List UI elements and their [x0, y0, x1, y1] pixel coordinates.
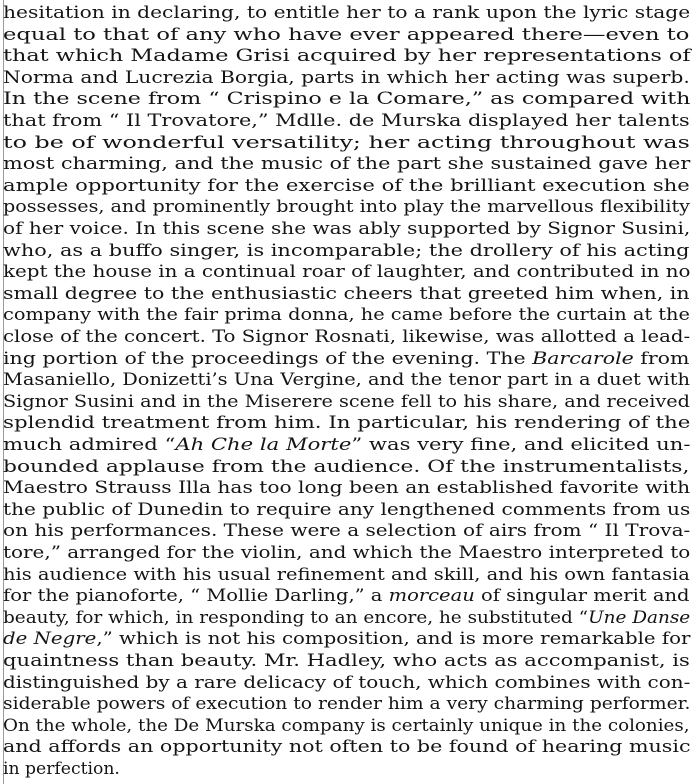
article-line [3, 369, 690, 392]
article-line [3, 391, 690, 414]
line-text: tore,” arranged for the violin, and which the Maestro interpreted to [3, 543, 691, 563]
article-line [3, 585, 689, 608]
line-text: for the pianoforte, “ Mollie Darling,” a [3, 586, 389, 607]
line-text: to be of wonderful versatility; her acting throughout was [3, 132, 690, 153]
line-text: Maestro Strauss Illa has too long been an established favorite with [3, 478, 691, 499]
article-line [3, 542, 690, 565]
article-line [3, 67, 690, 90]
line-text: of her voice. In this scene she was ably supported by Signor Susini, [3, 219, 691, 239]
italic-text: Une Danse [588, 607, 691, 628]
line-text: siderable powers of execution to render him a very charming performer. [3, 694, 691, 715]
article-line [3, 628, 691, 651]
article-line [3, 196, 690, 219]
italic-text: morceau [388, 586, 475, 607]
line-text: splendid treatment from him. In particular, his rendering of the [3, 413, 691, 434]
line-text: his audience with his usual refinement and skill, and his own fantasia [3, 564, 690, 585]
article-line [3, 45, 691, 68]
line-text: ample opportunity for the exercise of the brilliant execution she [3, 175, 690, 196]
line-text: small degree to the enthusiastic cheers that greeted him when, in [3, 283, 690, 304]
article-line [3, 88, 690, 111]
article-line [3, 456, 689, 479]
italic-text: de Negre [3, 629, 97, 650]
line-text: ” was very fine, and elicited un- [351, 435, 691, 455]
article-line [3, 693, 690, 716]
italic-text: Barcarole [532, 348, 634, 369]
article-line [3, 348, 689, 371]
line-text: bounded applause from the audience. Of the instrumentalists, [3, 456, 690, 477]
article-line [3, 715, 690, 738]
line-text: close of the concert. To Signor Rosnati, likewise, was allotted a lead- [3, 327, 691, 347]
article-line [3, 218, 690, 241]
line-text: much admired “ [3, 435, 176, 455]
article-line [3, 153, 690, 176]
article-line [3, 736, 690, 759]
article-line [3, 283, 690, 306]
line-text: On the whole, the De Murska company is certainly unique in the colonies, [3, 715, 690, 736]
article-line [3, 564, 690, 587]
line-text: distinguished by a rare delicacy of touch, which combines with con- [3, 672, 691, 693]
line-text: In the scene from “ Crispino e la Comare,” as compared with [3, 89, 691, 110]
article-line [3, 607, 690, 630]
article-line [3, 304, 690, 327]
line-text: kept the house in a continual roar of laughter, and contributed in no [3, 262, 691, 283]
line-text: and affords an opportunity not often to be found of hearing music [3, 737, 691, 758]
article-line [3, 650, 690, 673]
article-line [3, 132, 690, 155]
line-text: Signor Susini and in the Miserere scene fell to his share, and received [3, 391, 690, 412]
line-text: from [633, 348, 690, 369]
article-line [3, 326, 690, 349]
article-line [3, 110, 690, 133]
article-line [3, 758, 120, 781]
line-text: equal to that of any who have ever appeared there—even to [3, 24, 690, 45]
article-line [3, 520, 690, 543]
article-column [3, 0, 696, 784]
line-text: of singular merit and [474, 586, 690, 607]
line-text: quaintness than beauty. Mr. Hadley, who acts as accompanist, is [3, 651, 690, 671]
line-text: the public of Dunedin to require any lengthened comments from us [3, 499, 691, 520]
article-line [3, 412, 690, 435]
article-line [3, 261, 691, 284]
italic-text: Ah Che la Morte [175, 435, 352, 455]
line-text: possesses, and prominently brought into play the marvellous flexibility [3, 197, 690, 218]
article-line [3, 175, 690, 198]
article-line [3, 434, 691, 457]
line-text: Masaniello, Donizetti’s Una Vergine, and the tenor part in a duet with [3, 370, 690, 391]
article-line [3, 499, 690, 522]
line-text: most charming, and the music of the part she sustained gave her [3, 154, 691, 175]
line-text: on his performances. These were a selection of airs from “ Il Trova- [3, 521, 691, 542]
line-text: that which Madame Grisi acquired by her representations of [3, 46, 691, 67]
article-line [3, 24, 689, 47]
article-line [3, 2, 690, 25]
line-text: beauty, for which, in responding to an encore, he substituted “ [3, 607, 589, 628]
line-text: Norma and Lucrezia Borgia, parts in which her acting was superb. [3, 67, 690, 88]
line-text: that from “ Il Trovatore,” Mdlle. de Murska displayed her talents [3, 111, 690, 131]
line-text: ing portion of the proceedings of the evening. The [3, 348, 533, 369]
line-text: company with the fair prima donna, he came before the curtain at the [3, 305, 690, 326]
line-text: who, as a buffo singer, is incomparable; the drollery of his acting [3, 240, 690, 261]
article-line [3, 477, 690, 500]
line-text: in perfection. [3, 759, 120, 779]
article-line [3, 672, 690, 695]
article-line [3, 240, 689, 263]
line-text: hesitation in declaring, to entitle her to a rank upon the lyric stage [3, 3, 691, 23]
line-text: ,” which is not his composition, and is more remarkable for [96, 629, 691, 650]
